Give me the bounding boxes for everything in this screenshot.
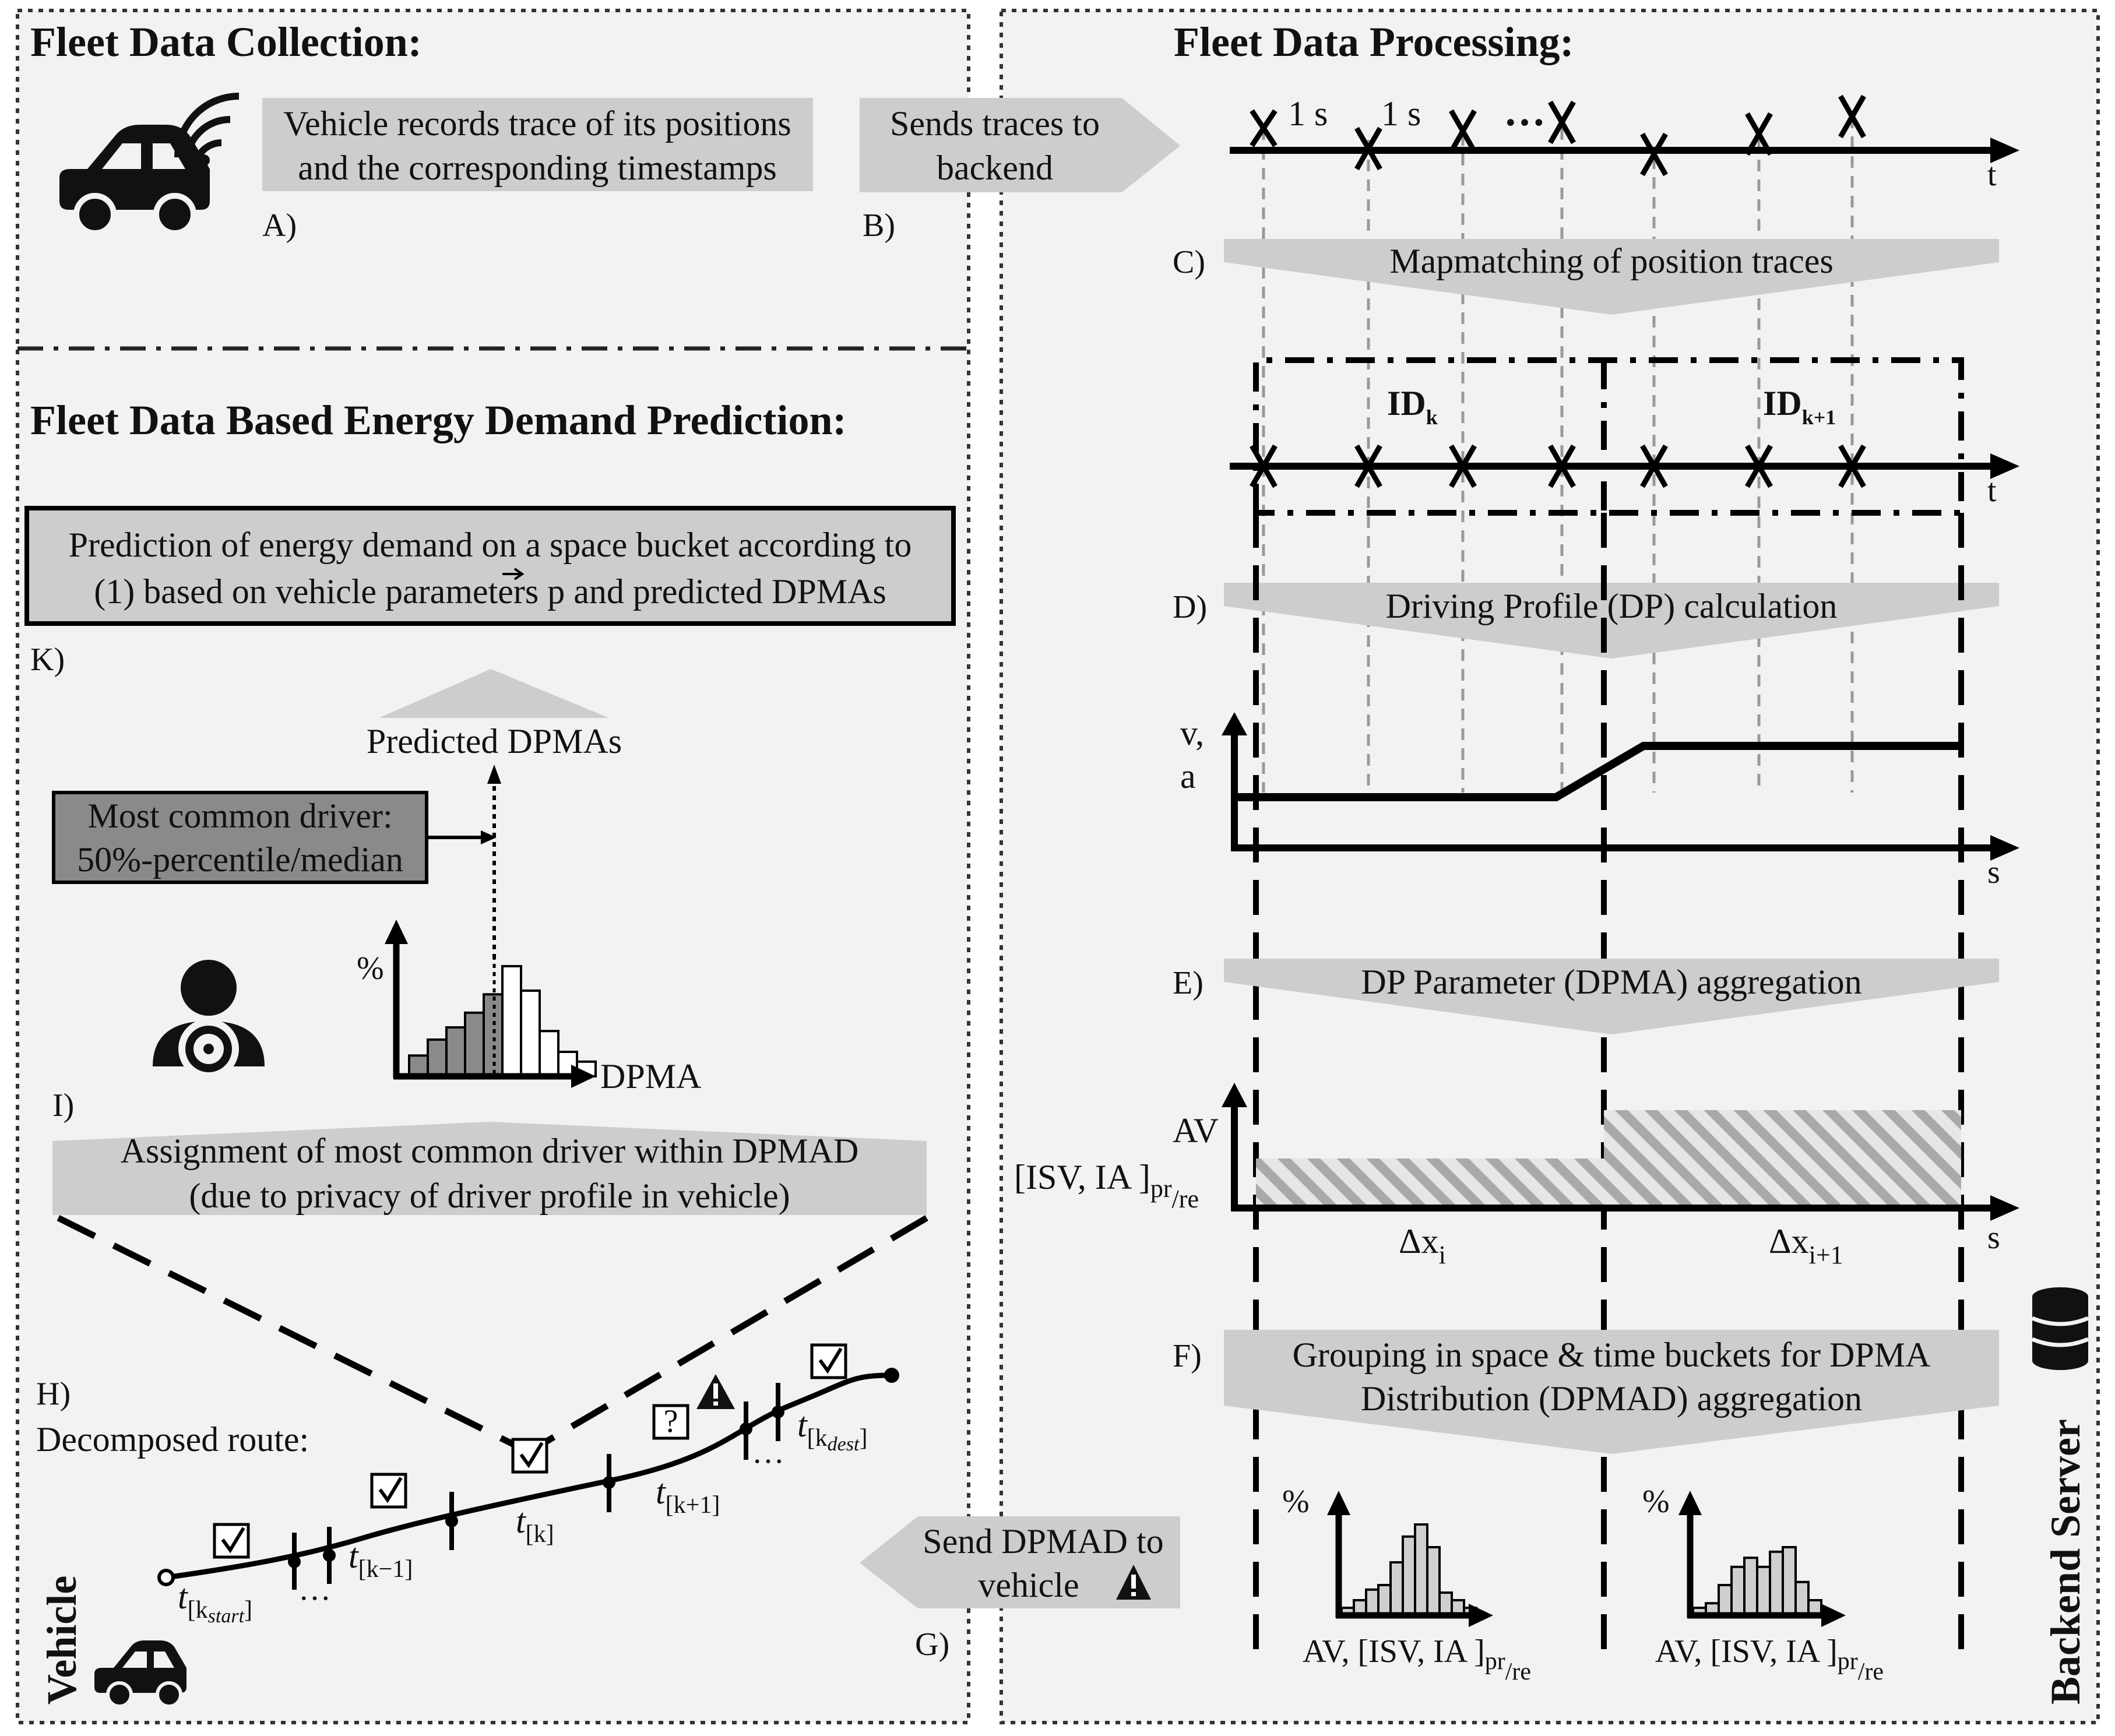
interval-label-1: 1 s — [1288, 94, 1328, 133]
step-b-line2: backend — [937, 149, 1053, 187]
step-k-line2: (1) based on vehicle parameters p and predicted DPMAs — [94, 572, 886, 611]
distribution-right-x-label: AV, [ISV, IA ]$_{pr/re}$ — [1655, 1633, 1884, 1685]
route-label-kstart: $t_{[k}start$] — [178, 1577, 253, 1627]
dx-i-label: $\Delta x_i$ — [1399, 1222, 1446, 1269]
timeline-ellipsis: … — [1504, 88, 1546, 135]
step-c-label: C) — [1173, 244, 1205, 280]
histogram-bar — [1378, 1585, 1391, 1615]
step-b-line1: Sends traces to — [890, 104, 1100, 143]
unknown-segment-mark: ? — [663, 1403, 678, 1439]
route-label-kp1: $t_{[k+1]}$ — [656, 1473, 720, 1519]
histogram-bar — [1732, 1567, 1744, 1615]
distribution-left-y-label: % — [1282, 1484, 1310, 1520]
processing-heading: Fleet Data Processing: — [1174, 19, 1574, 65]
agg-y-label-2: [ISV, IA ]$_{pr/re}$ — [1014, 1158, 1199, 1213]
backend-server-label: Backend Server — [2042, 1419, 2089, 1705]
step-i-line2: (due to privacy of driver profile in vehicle) — [189, 1177, 790, 1215]
histogram-bar — [1757, 1567, 1770, 1615]
step-b-label: B) — [863, 207, 895, 244]
driver-histogram-x-label: DPMA — [600, 1057, 702, 1096]
database-icon — [2032, 1287, 2088, 1370]
dx-i1-label: $\Delta x_{i+1}$ — [1769, 1222, 1843, 1269]
most-common-driver-line1: Most common driver: — [87, 797, 393, 835]
route-ellipsis-2: … — [752, 1434, 784, 1470]
profile-y-label-2: a — [1180, 757, 1196, 795]
route-label-kdest: $t_{[k}dest$] — [797, 1406, 868, 1455]
aggregated-value-bucket-i1 — [1604, 1110, 1961, 1206]
step-g-label: G) — [915, 1626, 950, 1663]
histogram-bar — [1403, 1537, 1415, 1615]
step-i-line1: Assignment of most common driver within DPMAD — [120, 1132, 859, 1170]
histogram-bar — [502, 966, 521, 1076]
histogram-bar — [1744, 1558, 1757, 1615]
step-d-label: D) — [1173, 589, 1208, 625]
step-d-text: Driving Profile (DP) calculation — [1385, 587, 1838, 625]
histogram-bar — [1783, 1547, 1796, 1615]
step-c-text: Mapmatching of position traces — [1389, 242, 1834, 280]
step-h-label: H) — [36, 1376, 71, 1412]
collection-heading: Fleet Data Collection: — [30, 19, 422, 65]
step-g-line2: vehicle — [978, 1566, 1079, 1604]
step-a-line1: Vehicle records trace of its positions — [283, 104, 791, 143]
decomposed-route-label: Decomposed route: — [36, 1420, 309, 1459]
histogram-bar — [540, 1031, 558, 1076]
route-start-point — [159, 1571, 173, 1584]
histogram-bar — [521, 991, 540, 1076]
step-i-label: I) — [52, 1087, 75, 1124]
step-e-text: DP Parameter (DPMA) aggregation — [1361, 963, 1862, 1001]
step-k-line1: Prediction of energy demand on a space bucket according to — [68, 526, 912, 564]
aggregated-value-bucket-i — [1256, 1158, 1604, 1206]
step-e-label: E) — [1173, 965, 1203, 1001]
route-ellipsis-1: … — [298, 1571, 331, 1607]
histogram-bar — [1770, 1552, 1783, 1615]
time-axis-bucket-label: t — [1987, 473, 1997, 509]
checkbox-icon — [214, 1524, 248, 1557]
interval-label-2: 1 s — [1381, 94, 1421, 133]
bucket-k-label: $ID_k$ — [1387, 384, 1438, 429]
predicted-dpmas-label: Predicted DPMAs — [366, 722, 622, 760]
histogram-bar — [1415, 1524, 1427, 1615]
histogram-bar — [428, 1040, 446, 1076]
vehicle-side-label: Vehicle — [38, 1575, 85, 1705]
step-g-line1: Send DPMAD to — [923, 1522, 1164, 1561]
route-end-point — [884, 1368, 899, 1383]
agg-x-label: s — [1987, 1220, 2000, 1256]
checkbox-icon — [812, 1345, 846, 1378]
step-k-label: K) — [30, 642, 65, 678]
step-a-label: A) — [262, 207, 297, 244]
prediction-heading: Fleet Data Based Energy Demand Prediction: — [30, 397, 847, 443]
histogram-bar — [1391, 1562, 1403, 1615]
step-f-label: F) — [1173, 1338, 1202, 1374]
distribution-left-x-label: AV, [ISV, IA ]$_{pr/re}$ — [1303, 1633, 1532, 1685]
agg-y-label: AV — [1173, 1111, 1219, 1150]
profile-x-label: s — [1987, 854, 2000, 890]
driver-histogram-y-label: % — [357, 950, 384, 987]
histogram-bar — [465, 1013, 484, 1076]
time-axis-top-label: t — [1987, 157, 1997, 193]
checkbox-icon — [372, 1474, 406, 1507]
histogram-bar — [1796, 1582, 1808, 1615]
distribution-right-y-label: % — [1642, 1484, 1670, 1520]
step-f-line1: Grouping in space & time buckets for DPMA — [1292, 1336, 1931, 1374]
histogram-bar — [1440, 1593, 1452, 1615]
route-label-k: $t_{[k]}$ — [516, 1502, 554, 1548]
route-label-km1: $t_{[k-1]}$ — [349, 1537, 413, 1583]
step-a-line2: and the corresponding timestamps — [298, 149, 777, 187]
most-common-driver-line2: 50%-percentile/median — [77, 840, 403, 879]
histogram-bar — [1427, 1547, 1440, 1615]
unknown-segment-icon — [654, 1403, 688, 1439]
histogram-bar — [1719, 1585, 1732, 1615]
histogram-bar — [446, 1027, 465, 1076]
bucket-k1-label: $ID_{k+1}$ — [1763, 384, 1836, 429]
profile-y-label-1: v, — [1180, 714, 1205, 752]
checkbox-icon — [513, 1439, 547, 1472]
histogram-bar — [1366, 1590, 1378, 1615]
step-f-line2: Distribution (DPMAD) aggregation — [1361, 1379, 1862, 1418]
